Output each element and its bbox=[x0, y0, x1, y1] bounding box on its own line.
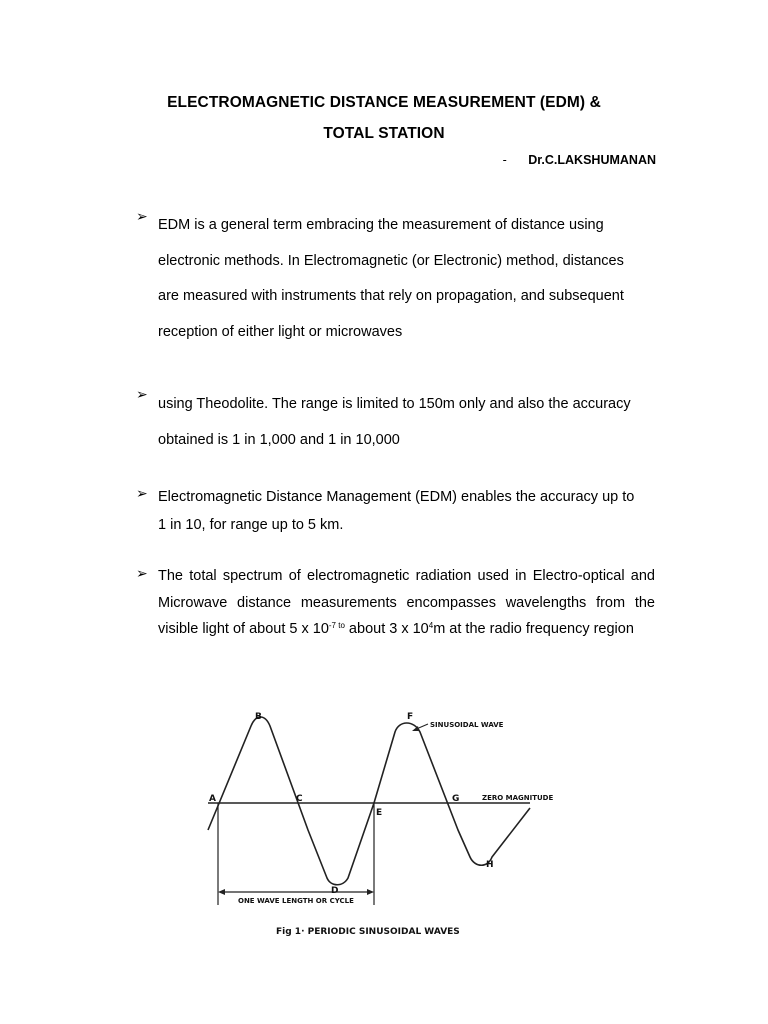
point-label-e: E bbox=[376, 808, 383, 818]
wavelength-label: ONE WAVE LENGTH OR CYCLE bbox=[238, 897, 354, 905]
line-text: visible light of about 5 x 10 bbox=[158, 621, 329, 637]
point-label-f: F bbox=[407, 712, 414, 722]
wave-diagram bbox=[200, 700, 560, 940]
paragraph-line: electronic methods. In Electromagnetic (or Electronic) method, distances bbox=[158, 252, 624, 269]
point-label-a: A bbox=[209, 794, 216, 804]
line-text: about 3 x 10 bbox=[344, 621, 429, 637]
point-label-h: H bbox=[486, 860, 494, 870]
sinusoidal-wave-figure bbox=[200, 700, 560, 940]
point-label-g: G bbox=[452, 794, 460, 804]
document-title-line-1: ELECTROMAGNETIC DISTANCE MEASUREMENT (EDM) & bbox=[167, 94, 601, 111]
paragraph-line: Electromagnetic Distance Management (EDM) enables the accuracy up to bbox=[158, 489, 635, 505]
author-name: Dr.C.LAKSHUMANAN bbox=[528, 153, 656, 167]
bullet-icon: ➢ bbox=[136, 208, 148, 224]
bullet-icon: ➢ bbox=[136, 386, 148, 402]
line-text: m at the radio frequency region bbox=[433, 621, 634, 637]
author-dash: - bbox=[502, 153, 507, 167]
author-line bbox=[503, 153, 656, 167]
point-label-d: D bbox=[331, 886, 339, 896]
bullet-icon: ➢ bbox=[136, 485, 148, 501]
sinusoidal-wave-label: SINUSOIDAL WAVE bbox=[430, 721, 504, 729]
paragraph-line: 1 in 10, for range up to 5 km. bbox=[158, 517, 344, 533]
paragraph-line: reception of either light or microwaves bbox=[158, 323, 403, 340]
paragraph-line: are measured with instruments that rely on propagation, and subsequent bbox=[158, 288, 624, 304]
paragraph-line: EDM is a general term embracing the measurement of distance using bbox=[158, 217, 604, 233]
paragraph-line: Microwave distance measurements encompasses wavelengths from the bbox=[158, 594, 655, 611]
paragraph-1 bbox=[158, 208, 655, 350]
paragraph-line bbox=[158, 616, 655, 643]
paragraph-4 bbox=[158, 563, 655, 643]
exponent: -7 to bbox=[328, 621, 345, 630]
document-title-line-2: TOTAL STATION bbox=[323, 125, 445, 142]
bullet-icon: ➢ bbox=[136, 565, 148, 581]
paragraph-3 bbox=[158, 483, 655, 539]
paragraph-line: obtained is 1 in 1,000 and 1 in 10,000 bbox=[158, 432, 400, 448]
exponent: 4 bbox=[428, 621, 434, 630]
paragraph-line: The total spectrum of electromagnetic radiation used in Electro-optical and bbox=[158, 568, 655, 584]
paragraph-line: using Theodolite. The range is limited to 150m only and also the accuracy bbox=[158, 396, 631, 412]
paragraph-2 bbox=[158, 386, 655, 458]
point-label-b: B bbox=[255, 712, 262, 722]
figure-caption: Fig 1· PERIODIC SINUSOIDAL WAVES bbox=[276, 927, 460, 937]
point-label-c: C bbox=[296, 794, 303, 804]
zero-magnitude-label: ZERO MAGNITUDE bbox=[482, 794, 554, 802]
